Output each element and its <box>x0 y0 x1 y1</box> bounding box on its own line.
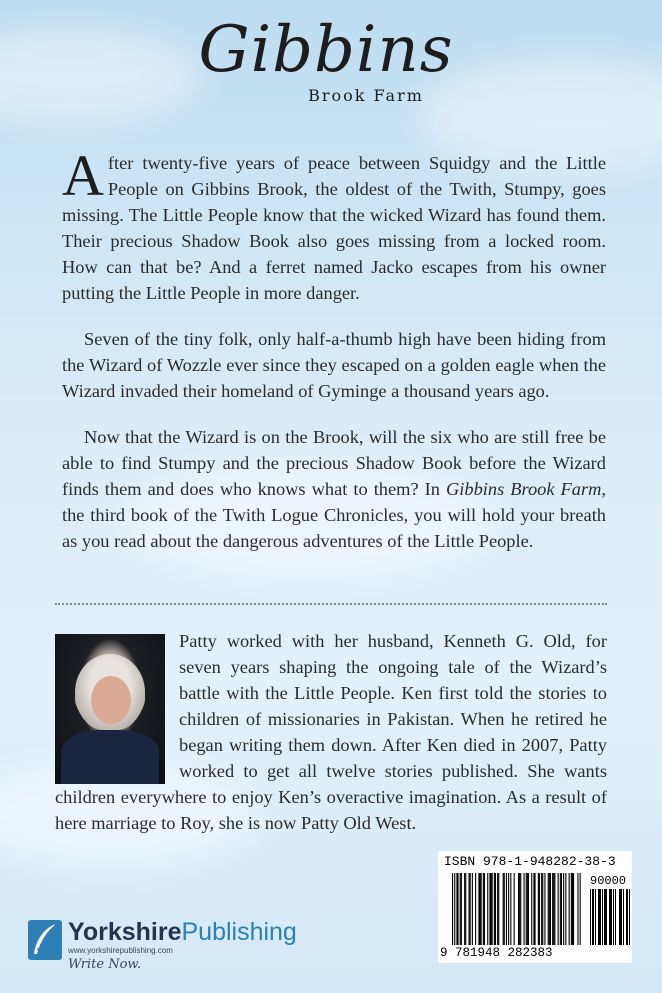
barcode-bar <box>577 873 578 945</box>
blurb-paragraph-1 <box>62 143 606 306</box>
barcode-bar <box>519 873 520 945</box>
barcode-bar <box>613 889 614 945</box>
barcode-addon-bars <box>590 889 630 945</box>
barcode-bar <box>623 889 624 945</box>
barcode-bar <box>456 873 457 945</box>
barcode-bar <box>489 873 490 945</box>
barcode-bar <box>610 889 611 945</box>
barcode-bar <box>510 873 511 945</box>
publisher-name <box>68 918 297 947</box>
barcode-bar <box>580 873 581 945</box>
barcode-bar <box>533 873 534 945</box>
barcode-bar <box>504 873 505 945</box>
title-main: Gibbins <box>198 13 454 87</box>
book-blurb <box>62 143 606 574</box>
barcode-bar <box>558 873 559 945</box>
barcode-bar <box>469 873 470 945</box>
barcode-bar <box>465 873 466 945</box>
barcode-bar <box>478 873 479 945</box>
publisher-name-regular: Publishing <box>181 918 297 946</box>
barcode-bar <box>527 873 528 945</box>
barcode-bar <box>627 889 628 945</box>
barcode-bar <box>599 889 600 945</box>
barcode-bar <box>452 873 453 945</box>
barcode-bar <box>506 873 507 945</box>
dotted-divider <box>55 603 607 605</box>
publisher-name-bold: Yorkshire <box>68 918 182 946</box>
barcode-bar <box>629 889 630 945</box>
barcode-bar <box>514 873 515 945</box>
isbn-barcode <box>438 851 632 963</box>
blurb-p3-start: Now that the Wizard is on the Brook, will the six who are still free be able to find Stumpy and the precious Shadow Book before the Wizard finds them and does who knows what to them? In <box>62 427 606 499</box>
barcode-bar <box>560 873 561 945</box>
barcode-bar <box>483 873 484 945</box>
barcode-bar <box>480 873 481 945</box>
barcode-bar <box>598 889 599 945</box>
barcode-bar <box>528 873 529 945</box>
publisher-tagline: Write Now. <box>68 957 142 972</box>
publisher-url: www.yorkshirepublishing.com <box>68 946 173 955</box>
barcode-bar <box>593 889 594 945</box>
barcode-bar <box>498 873 499 945</box>
barcode-bars <box>452 873 582 945</box>
barcode-bar <box>520 873 521 945</box>
barcode-bar <box>484 873 485 945</box>
barcode-bar <box>605 889 606 945</box>
barcode-bar <box>571 873 572 945</box>
barcode-bar <box>524 873 525 945</box>
barcode-bar <box>535 873 536 945</box>
barcode-bar <box>539 873 540 945</box>
barcode-bar <box>461 873 462 945</box>
barcode-bar <box>531 873 532 945</box>
barcode-bar <box>569 873 570 945</box>
barcode-bar <box>611 889 612 945</box>
barcode-bar <box>503 873 504 945</box>
barcode-digits: 9 781948 282383 <box>440 946 553 960</box>
barcode-bar <box>621 889 622 945</box>
barcode-bar <box>592 889 593 945</box>
isbn-label: ISBN 978-1-948282-38-3 <box>444 854 616 869</box>
barcode-bar <box>604 889 605 945</box>
photo-spacer <box>55 628 179 784</box>
barcode-bar <box>548 873 549 945</box>
blurb-p3-end: the third book of the Twith Logue Chronicles, you will hold your breath as you read about the dangerous adventures of the Little People. <box>62 505 606 551</box>
barcode-bar <box>565 873 566 945</box>
barcode-bar <box>538 873 539 945</box>
publisher-logo <box>28 916 318 976</box>
blurb-paragraph-3 <box>62 424 606 554</box>
barcode-bar <box>552 873 553 945</box>
barcode-bar <box>491 873 492 945</box>
barcode-bar <box>487 873 488 945</box>
barcode-bar <box>609 889 610 945</box>
barcode-bar <box>595 889 596 945</box>
barcode-bar <box>526 873 527 945</box>
barcode-bar <box>508 873 509 945</box>
barcode-bar <box>472 873 473 945</box>
drop-cap: A <box>62 143 104 208</box>
barcode-bar <box>494 873 495 945</box>
title-subtitle: Brook Farm <box>308 86 424 105</box>
book-title <box>0 13 662 105</box>
barcode-bar <box>475 873 476 945</box>
barcode-bar <box>470 873 471 945</box>
barcode-bar <box>518 873 519 945</box>
barcode-bar <box>542 873 543 945</box>
barcode-bar <box>492 873 493 945</box>
barcode-bar <box>458 873 459 945</box>
barcode-bar <box>602 889 603 945</box>
barcode-bar <box>454 873 455 945</box>
blurb-paragraph-1-text: fter twenty-five years of peace between Squidgy and the Little People on Gibbins Brook, the oldest of the Twith, Stumpy, goes missing. The Little People know that the wicked Wizard has found them. Their precious Shadow Book also goes missing from a locked room. How can that be? And a ferret named Jacko escapes from his owner putting the Little People in more danger. <box>62 153 606 303</box>
barcode-bar <box>620 889 621 945</box>
barcode-bar <box>541 873 542 945</box>
barcode-bar <box>460 873 461 945</box>
barcode-bar <box>606 889 607 945</box>
barcode-bar <box>619 889 620 945</box>
barcode-bar <box>553 873 554 945</box>
barcode-bar <box>615 889 616 945</box>
barcode-bar <box>590 889 591 945</box>
barcode-bar <box>561 873 562 945</box>
barcode-bar <box>550 873 551 945</box>
barcode-bar <box>481 873 482 945</box>
price-code: 90000 <box>590 874 627 888</box>
blurb-paragraph-2: Seven of the tiny folk, only half-a-thumb high have been hiding from the Wizard of Wozzle ever since they escaped on a golden eagle when the Wizard invaded their homeland of Gyminge a thousand years ago. <box>62 329 606 401</box>
barcode-bar <box>572 873 573 945</box>
barcode-bar <box>554 873 555 945</box>
barcode-bar <box>573 873 574 945</box>
barcode-bar <box>464 873 465 945</box>
barcode-bar <box>544 873 545 945</box>
author-bio <box>55 628 607 836</box>
book-title-italic: Gibbins Brook Farm, <box>445 479 606 499</box>
barcode-bar <box>563 873 564 945</box>
barcode-bar <box>626 889 627 945</box>
quill-feather-icon <box>28 920 62 960</box>
author-bio-text: Patty worked with her husband, Kenneth G. Old, for seven years shaping the ongoing tale of the Wizard’s battle with the Little People. Ken first told the stories to children of missionaries in Pakistan. When he retired he began writing them down. After Ken died in 2007, Patty worked to get all twelve stories published. She wants children everywhere to enjoy Ken’s overactive imagination. As a result of here marriage to Roy, she is now Patty Old West. <box>55 631 607 833</box>
barcode-bar <box>549 873 550 945</box>
barcode-bar <box>495 873 496 945</box>
barcode-bar <box>497 873 498 945</box>
barcode-bar <box>600 889 601 945</box>
